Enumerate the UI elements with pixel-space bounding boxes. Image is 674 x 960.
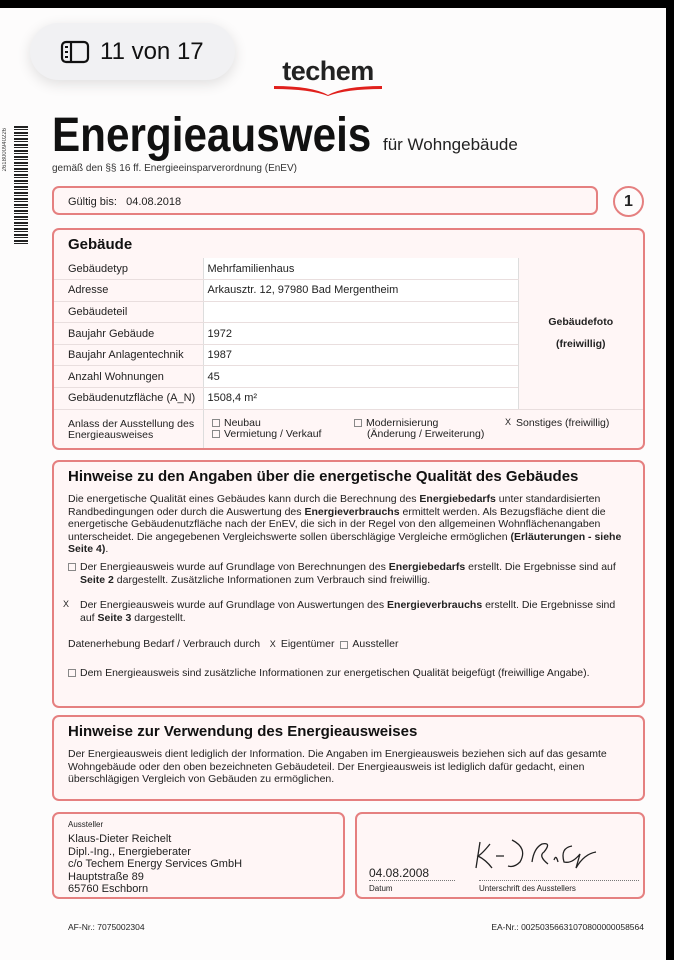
row-value <box>203 301 518 323</box>
row-value: 1987 <box>203 344 518 366</box>
row-label: Anzahl Wohnungen <box>54 366 203 388</box>
text: Der Energieausweis wurde auf Grundlage von Auswertungen des <box>80 599 388 612</box>
checkbox-checked[interactable]: X <box>504 416 511 427</box>
building-heading: Gebäude <box>68 236 133 253</box>
option-extra-info[interactable] <box>68 667 629 680</box>
usage-heading: Hinweise zur Verwendung des Energieausweises <box>68 723 418 740</box>
issuer-line: Hauptstraße 89 <box>68 870 144 883</box>
table-row <box>54 258 643 280</box>
reason-modernisierung[interactable] <box>354 410 504 450</box>
data-collection-row <box>68 638 629 651</box>
checkbox-label: Sonstiges (freiwillig) <box>516 416 610 429</box>
checkbox[interactable] <box>340 641 348 649</box>
issuer-label: Aussteller <box>68 820 104 829</box>
row-value: 1972 <box>203 323 518 345</box>
subtitle: gemäß den §§ 16 ff. Energieeinsparverordnung (EnEV) <box>52 163 297 174</box>
usage-section <box>52 715 645 801</box>
signature-date: 04.08.2008 <box>369 866 455 881</box>
issuer-line: c/o Techem Energy Services GmbH <box>68 858 243 870</box>
quality-section <box>52 460 645 708</box>
text: dargestellt. Zusätzliche Informationen zum Verbrauch sind freiwillig. <box>113 573 431 586</box>
text: erstellt. Die Ergebnisse sind auf <box>80 599 616 624</box>
text: Seite 2 <box>80 573 114 586</box>
reason-sonstiges[interactable] <box>504 410 609 450</box>
checkbox-checked[interactable]: X <box>269 638 276 649</box>
text: Aussteller <box>352 638 399 651</box>
reason-vermietung[interactable] <box>212 429 354 440</box>
row-label: Gebäudeteil <box>54 301 203 323</box>
validity-box <box>52 186 598 215</box>
text: Datenerhebung Bedarf / Verbrauch durch <box>68 638 261 651</box>
text: Energiebedarfs <box>419 493 496 505</box>
checkbox-label: Vermietung / Verkauf <box>224 427 322 440</box>
quality-heading: Hinweise zu den Angaben über die energetische Qualität des Gebäudes <box>68 468 579 485</box>
row-label: Adresse <box>54 280 203 302</box>
ea-number: EA-Nr.: 00250356631070800000058564 <box>491 922 644 932</box>
text: unter standardisierten Randbedingungen oder durch die Auswertung des <box>68 493 601 518</box>
text: Dem Energieausweis sind zusätzliche Informationen zur energetischen Qualität beigefügt (freiwillige Angabe). <box>80 666 590 679</box>
page-counter-text: 11 von 17 <box>100 37 204 65</box>
page-title: Energieausweis <box>52 109 372 162</box>
text: erstellt. Die Ergebnisse sind auf <box>465 560 616 573</box>
signature-box <box>355 812 645 899</box>
issuer-line: 65760 Eschborn <box>68 883 149 895</box>
techem-logo <box>272 56 384 96</box>
checkbox-sublabel: (Änderung / Erweiterung) <box>367 427 485 440</box>
signature-label: Unterschrift des Ausstellers <box>479 884 576 893</box>
row-label: Baujahr Anlagentechnik <box>54 344 203 366</box>
checkbox-checked[interactable]: X <box>62 599 69 610</box>
row-value: Arkausztr. 12, 97980 Bad Mergentheim <box>203 280 518 302</box>
text: Der Energieausweis wurde auf Grundlage von Berechnungen des <box>80 560 389 573</box>
signature-image <box>472 834 602 874</box>
row-value: 45 <box>203 366 518 388</box>
text: (Erläuterungen - siehe Seite 4) <box>68 530 622 556</box>
reason-row <box>54 410 643 450</box>
row-value: Mehrfamilienhaus <box>203 258 518 280</box>
issuer-line: Dipl.-Ing., Energieberater <box>68 845 191 858</box>
checkbox[interactable] <box>68 669 76 677</box>
af-number: AF-Nr.: 7075002304 <box>68 922 145 932</box>
building-photo-placeholder <box>518 258 643 409</box>
page-view-icon <box>60 40 90 64</box>
document-page <box>0 8 666 960</box>
checkbox-label: Neubau <box>224 416 261 429</box>
issuer-line: Klaus-Dieter Reichelt <box>68 833 172 845</box>
text: dargestellt. <box>131 611 186 624</box>
page-number-badge: 1 <box>613 186 644 217</box>
checkbox[interactable] <box>212 430 220 438</box>
reason-label: Anlass der Ausstellung des Energieausweises <box>68 417 195 441</box>
checkbox[interactable] <box>354 419 362 427</box>
text: Energieverbrauchs <box>387 599 483 612</box>
title-suffix: für Wohngebäude <box>383 135 518 154</box>
checkbox-label: Modernisierung <box>366 416 439 429</box>
text: Energieverbrauchs <box>304 505 400 518</box>
building-table <box>54 258 643 410</box>
row-value: 1508,4 m² <box>203 388 518 410</box>
issuer-address <box>68 833 329 896</box>
barcode-number: 2618000940226 <box>2 128 8 172</box>
photo-note: (freiwillig) <box>555 338 606 351</box>
photo-label: Gebäudefoto <box>548 316 614 329</box>
checkbox[interactable] <box>68 563 76 571</box>
row-label: Gebäudenutzfläche (A_N) <box>54 388 203 410</box>
quality-intro <box>68 493 629 556</box>
text: . <box>105 543 109 556</box>
date-label: Datum <box>369 884 393 893</box>
text: Energiebedarfs <box>388 560 466 573</box>
logo-text: techem <box>282 56 374 86</box>
text: Seite 3 <box>97 611 132 624</box>
row-label: Baujahr Gebäude <box>54 323 203 345</box>
option-demand[interactable] <box>68 561 629 586</box>
row-label: Gebäudetyp <box>54 258 203 280</box>
usage-text: Der Energieausweis dient lediglich der Information. Die Angaben im Energieausweis beziehen sich auf das gesamte Wohngebäude oder den oben bezeichneten Gebäudeteil. Der Energieausweis ist lediglich dafür gedacht, einen überschlägigen Vergleich von Gebäuden zu ermöglichen. <box>68 748 607 786</box>
text: Eigentümer <box>280 638 335 651</box>
validity-date: 04.08.2018 <box>126 196 182 208</box>
validity-label: Gültig bis: <box>68 196 117 208</box>
text: ermittelt werden. Als Bezugsfläche dient die energetische Gebäudenutzfläche nach der EnEV, die sich in der Regel von den allgemeinen Wohnflächenangaben unterscheidet. Die angegebenen Vergleichswerte sollen überschlägige Vergleiche ermöglichen <box>68 505 606 543</box>
barcode <box>14 126 28 244</box>
option-consumption[interactable] <box>62 599 629 624</box>
issuer-box <box>52 812 345 899</box>
checkbox[interactable] <box>212 419 220 427</box>
text: Die energetische Qualität eines Gebäudes kann durch die Berechnung des <box>68 493 420 505</box>
page-counter-pill[interactable] <box>30 23 235 80</box>
building-section <box>52 228 645 450</box>
